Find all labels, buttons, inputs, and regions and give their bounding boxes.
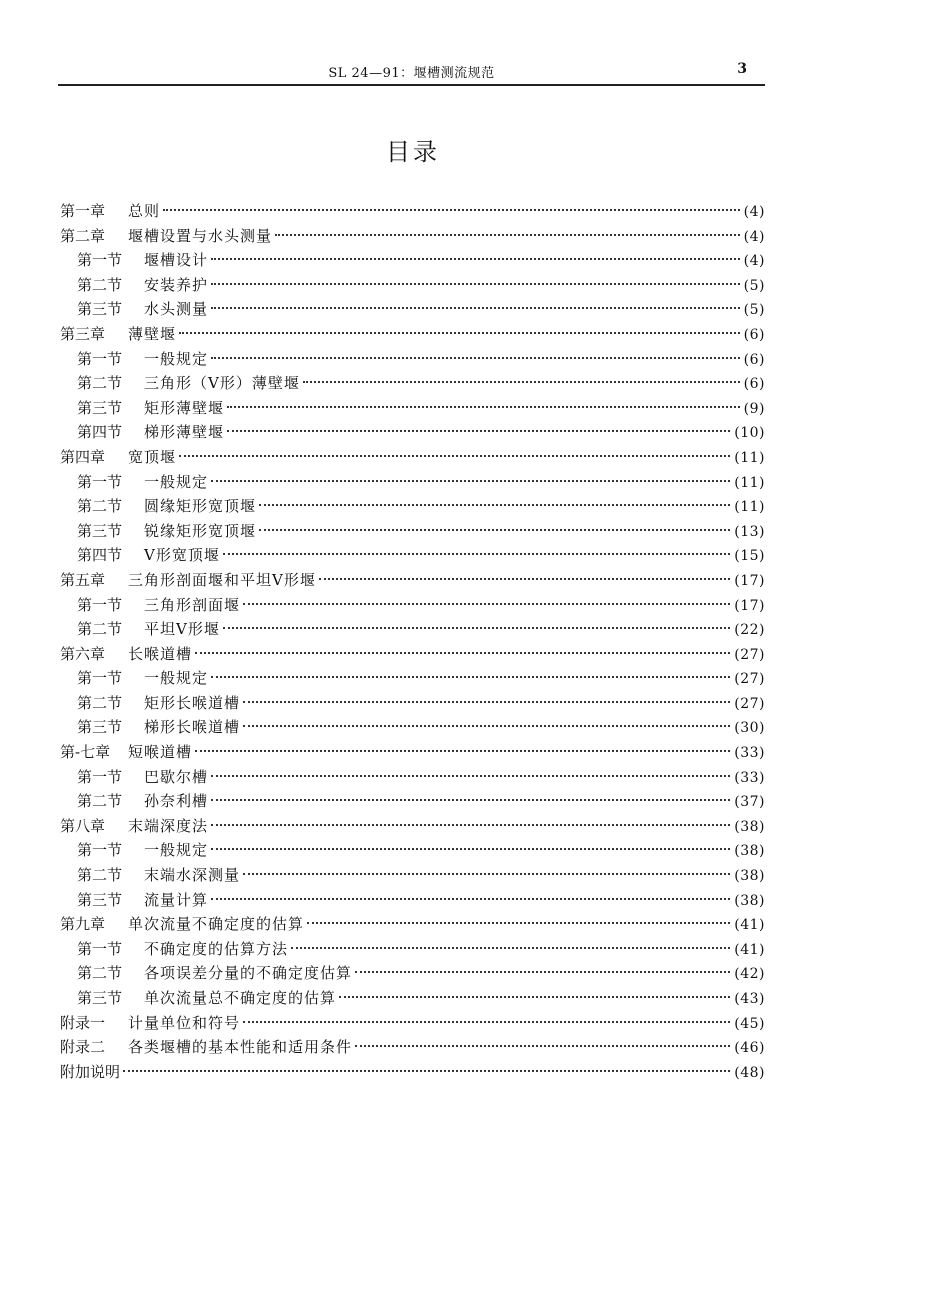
toc-entry-number: 第八章 xyxy=(60,816,106,835)
dot-leader xyxy=(243,873,730,875)
toc-chapter-entry[interactable] xyxy=(60,642,765,667)
toc-entry-label: 总则 xyxy=(128,202,161,220)
toc-entry-label: 宽顶堰 xyxy=(128,447,177,466)
toc-entry-number: 第一节 xyxy=(77,472,123,491)
dot-leader xyxy=(259,529,730,531)
toc-entry-number: 第二节 xyxy=(77,620,123,639)
toc-entry-page: (37) xyxy=(734,794,765,811)
toc-entry-label: 堰槽设置与水头测量 xyxy=(128,226,273,245)
toc-entry-number: 第二节 xyxy=(77,497,123,516)
toc-chapter-entry[interactable] xyxy=(60,1060,765,1085)
toc-entry-number: 附加说明 xyxy=(60,1062,121,1081)
toc-chapter-entry[interactable] xyxy=(60,1011,765,1036)
dot-leader xyxy=(243,725,730,727)
toc-entry-number: 第一节 xyxy=(77,349,123,368)
toc-entry-page: (33) xyxy=(734,769,765,786)
dot-leader xyxy=(275,234,740,236)
toc-entry-number: 第四章 xyxy=(60,447,106,466)
toc-entry-page: (22) xyxy=(734,622,765,639)
toc-entry-label: 末端深度法 xyxy=(128,816,209,835)
toc-entry-page: (27) xyxy=(734,646,765,663)
toc-entry-label: 孙奈利槽 xyxy=(144,792,209,811)
toc-entry-page: (4) xyxy=(743,253,765,270)
toc-section-entry[interactable] xyxy=(60,248,765,273)
toc-entry-number: 第三节 xyxy=(77,300,123,319)
toc-entry-number: 第一节 xyxy=(77,939,123,958)
dot-leader xyxy=(243,701,730,703)
toc-entry-page: (27) xyxy=(734,671,765,688)
toc-entry-page: (17) xyxy=(734,572,765,589)
toc-entry-number: 第二节 xyxy=(77,792,123,811)
toc-entry-page: (11) xyxy=(734,449,765,466)
toc-entry-page: (13) xyxy=(734,523,765,540)
toc-entry-label: 各类堰槽的基本性能和适用条件 xyxy=(128,1038,353,1057)
toc-entry-page: (45) xyxy=(734,1015,765,1032)
toc-entry-label: 一般规定 xyxy=(144,349,209,368)
toc-entry-label: 不确定度的估算方法 xyxy=(144,939,289,958)
toc-entry-label: 薄壁堰 xyxy=(128,324,177,343)
toc-entry-page: (33) xyxy=(734,745,765,762)
toc-entry-number: 第二节 xyxy=(77,374,123,393)
dot-leader xyxy=(291,947,730,949)
toc-entry-label: 单次流量总不确定度的估算 xyxy=(144,989,337,1007)
toc-entry-label: 一般规定 xyxy=(144,472,209,491)
toc-entry-number: 第四节 xyxy=(77,546,123,565)
dot-leader xyxy=(179,455,730,457)
toc-entry-label: 各项误差分量的不确定度估算 xyxy=(144,964,353,983)
dot-leader xyxy=(223,553,730,555)
toc-entry-number: 第-七章 xyxy=(60,743,111,762)
toc-entry-number: 附录一 xyxy=(60,1013,106,1032)
dot-leader xyxy=(211,898,730,900)
toc-title: 目录 xyxy=(386,138,440,166)
toc-section-entry[interactable] xyxy=(60,593,765,618)
toc-entry-label: V形宽顶堰 xyxy=(144,546,220,565)
dot-leader xyxy=(195,652,730,654)
toc-entry-label: 长喉道槽 xyxy=(128,644,193,663)
dot-leader xyxy=(259,504,730,506)
toc-entry-label: 梯形薄壁堰 xyxy=(144,423,225,442)
toc-entry-number: 第二节 xyxy=(77,866,123,885)
dot-leader xyxy=(355,971,730,973)
toc-entry-number: 第二章 xyxy=(60,226,106,245)
toc-chapter-entry[interactable] xyxy=(60,199,765,224)
toc-entry-page: (6) xyxy=(743,351,765,368)
toc-entry-page: (30) xyxy=(734,720,765,737)
toc-entry-label: 一般规定 xyxy=(144,841,209,860)
toc-entry-number: 第一节 xyxy=(77,251,123,270)
dot-leader xyxy=(355,1045,730,1047)
dot-leader xyxy=(307,922,730,924)
toc-section-entry[interactable] xyxy=(60,937,765,962)
toc-entry-page: (10) xyxy=(734,425,765,442)
header-page-number: 3 xyxy=(737,61,747,77)
toc-entry-page: (6) xyxy=(743,376,765,393)
toc-entry-label: 短喉道槽 xyxy=(128,743,193,762)
toc-entry-number: 第四节 xyxy=(77,423,123,442)
dot-leader xyxy=(211,775,730,777)
toc-section-entry[interactable] xyxy=(60,273,765,298)
toc-section-entry[interactable] xyxy=(60,691,765,716)
toc-section-entry[interactable] xyxy=(60,765,765,790)
toc-entry-number: 第一节 xyxy=(77,767,123,786)
dot-leader xyxy=(211,799,730,801)
toc-entry-label: 矩形长喉道槽 xyxy=(144,693,241,712)
toc-chapter-entry[interactable] xyxy=(60,1035,765,1060)
toc-entry-label: 单次流量不确定度的估算 xyxy=(128,915,305,934)
toc-entry-page: (5) xyxy=(743,302,765,319)
toc-entry-number: 第三节 xyxy=(77,718,123,737)
toc-entry-number: 第一节 xyxy=(77,841,123,860)
dot-leader xyxy=(303,381,740,383)
toc-section-entry[interactable] xyxy=(60,494,765,519)
toc-entry-page: (38) xyxy=(734,892,765,909)
toc-entry-number: 第三节 xyxy=(77,989,123,1007)
dot-leader xyxy=(211,258,740,260)
toc-section-entry[interactable] xyxy=(60,519,765,544)
dot-leader xyxy=(211,824,730,826)
toc-chapter-entry[interactable] xyxy=(60,568,765,593)
toc-section-entry[interactable] xyxy=(60,789,765,814)
toc-entry-label: 梯形长喉道槽 xyxy=(144,718,241,737)
toc-chapter-entry[interactable] xyxy=(60,912,765,937)
toc-entry-number: 第六章 xyxy=(60,644,106,663)
dot-leader xyxy=(211,307,740,309)
toc-entry-page: (38) xyxy=(734,818,765,835)
dot-leader xyxy=(211,676,730,678)
toc-entry-label: 三角形剖面堰 xyxy=(144,595,241,614)
toc-entry-label: 锐缘矩形宽顶堰 xyxy=(144,521,257,540)
toc-entry-number: 第九章 xyxy=(60,915,106,934)
table-of-contents xyxy=(60,199,765,1084)
toc-section-entry[interactable] xyxy=(60,420,765,445)
toc-entry-label: 一般规定 xyxy=(144,669,209,688)
toc-chapter-entry[interactable] xyxy=(60,224,765,249)
dot-leader xyxy=(179,332,740,334)
toc-entry-label: 水头测量 xyxy=(144,300,209,319)
toc-entry-label: 圆缘矩形宽顶堰 xyxy=(144,497,257,516)
toc-entry-label: 堰槽设计 xyxy=(144,251,209,270)
toc-section-entry[interactable] xyxy=(60,347,765,372)
toc-entry-number: 第三节 xyxy=(77,398,123,417)
toc-entry-page: (17) xyxy=(734,597,765,614)
toc-entry-label: 计量单位和符号 xyxy=(128,1013,241,1032)
toc-entry-page: (46) xyxy=(734,1040,765,1057)
toc-section-entry[interactable] xyxy=(60,888,765,913)
dot-leader xyxy=(211,357,740,359)
toc-entry-number: 第一章 xyxy=(60,202,106,220)
toc-section-entry[interactable] xyxy=(60,543,765,568)
toc-entry-label: 巴歇尔槽 xyxy=(144,767,209,786)
toc-entry-page: (42) xyxy=(734,966,765,983)
dot-leader xyxy=(243,603,730,605)
toc-entry-page: (41) xyxy=(734,941,765,958)
dot-leader xyxy=(223,627,730,629)
toc-section-entry[interactable] xyxy=(60,863,765,888)
toc-entry-page: (11) xyxy=(734,474,765,491)
toc-entry-number: 第一节 xyxy=(77,669,123,688)
dot-leader xyxy=(123,1070,730,1072)
toc-entry-number: 第三节 xyxy=(77,521,123,540)
toc-entry-label: 三角形剖面堰和平坦V形堰 xyxy=(128,570,316,589)
toc-section-entry[interactable] xyxy=(60,715,765,740)
toc-entry-number: 第二节 xyxy=(77,964,123,983)
toc-entry-label: 末端水深测量 xyxy=(144,866,241,885)
toc-entry-page: (41) xyxy=(734,917,765,934)
toc-entry-label: 三角形（V形）薄壁堰 xyxy=(144,374,300,393)
toc-section-entry[interactable] xyxy=(60,470,765,495)
dot-leader xyxy=(227,430,730,432)
dot-leader xyxy=(195,750,730,752)
toc-entry-number: 附录二 xyxy=(60,1038,106,1057)
toc-entry-page: (6) xyxy=(743,326,765,343)
toc-entry-number: 第三节 xyxy=(77,890,123,909)
toc-entry-label: 平坦V形堰 xyxy=(144,620,220,639)
toc-entry-page: (38) xyxy=(734,843,765,860)
toc-section-entry[interactable] xyxy=(60,961,765,986)
dot-leader xyxy=(211,480,730,482)
dot-leader xyxy=(163,209,740,211)
toc-entry-page: (5) xyxy=(743,277,765,294)
toc-section-entry[interactable] xyxy=(60,617,765,642)
toc-entry-page: (38) xyxy=(734,868,765,885)
toc-section-entry[interactable] xyxy=(60,838,765,863)
toc-chapter-entry[interactable] xyxy=(60,322,765,347)
toc-entry-number: 第二节 xyxy=(77,693,123,712)
toc-entry-label: 安装养护 xyxy=(144,275,209,294)
toc-entry-page: (48) xyxy=(734,1064,765,1081)
dot-leader xyxy=(339,996,730,998)
dot-leader xyxy=(227,406,740,408)
toc-entry-label: 矩形薄壁堰 xyxy=(144,398,225,417)
toc-chapter-entry[interactable] xyxy=(60,814,765,839)
toc-section-entry[interactable] xyxy=(60,986,765,1011)
toc-section-entry[interactable] xyxy=(60,297,765,322)
toc-entry-page: (4) xyxy=(743,228,765,245)
toc-entry-number: 第二节 xyxy=(77,275,123,294)
dot-leader xyxy=(211,283,740,285)
running-header xyxy=(58,58,765,86)
toc-entry-page: (15) xyxy=(734,548,765,565)
toc-section-entry[interactable] xyxy=(60,396,765,421)
toc-entry-page: (43) xyxy=(734,991,765,1007)
toc-chapter-entry[interactable] xyxy=(60,740,765,765)
toc-entry-number: 第五章 xyxy=(60,570,106,589)
toc-section-entry[interactable] xyxy=(60,666,765,691)
toc-entry-number: 第三章 xyxy=(60,324,106,343)
toc-entry-number: 第一节 xyxy=(77,595,123,614)
dot-leader xyxy=(211,848,730,850)
toc-entry-page: (4) xyxy=(743,204,765,220)
toc-entry-page: (27) xyxy=(734,695,765,712)
toc-entry-page: (9) xyxy=(743,400,765,417)
dot-leader xyxy=(319,578,730,580)
toc-entry-label: 流量计算 xyxy=(144,890,209,909)
toc-chapter-entry[interactable] xyxy=(60,445,765,470)
toc-entry-page: (11) xyxy=(734,499,765,516)
dot-leader xyxy=(243,1021,730,1023)
header-title: SL 24—91：堰槽测流规范 xyxy=(328,66,495,81)
toc-section-entry[interactable] xyxy=(60,371,765,396)
